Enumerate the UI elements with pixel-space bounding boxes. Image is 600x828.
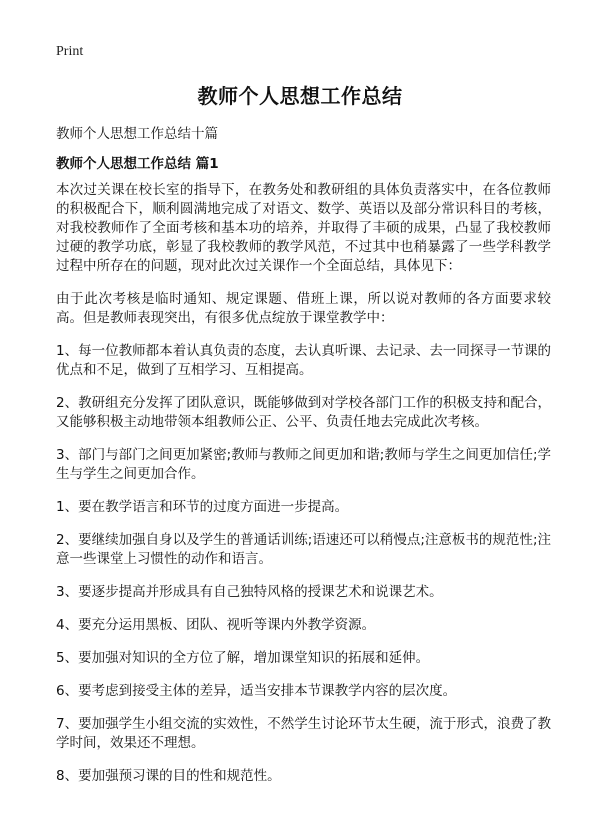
paragraph: 7、要加强学生小组交流的实效性，不然学生讨论环节太生硬，流于形式，浪费了教学时间，效果还不理想。 <box>56 716 551 751</box>
paragraph: 8、要加强预习课的目的性和规范性。 <box>56 768 281 784</box>
print-link[interactable]: Print <box>56 44 84 59</box>
paragraph: 6、要考虑到接受主体的差异，适当安排本节课教学内容的层次度。 <box>56 683 457 699</box>
paragraph: 本次过关课在校长室的指导下，在教务处和教研组的具体负责落实中，在各位教师的积极配合下，顺利圆满地完成了对语文、数学、英语以及部分常识科目的考核，对我校教师作了全面考核和基本功的培养，并取得了丰硕的成果，凸显了我校教师过硬的教学功底，彰显了我校教师的教学风范，不过其中也稍暴露了一些学科教学过程中所存在的问题，现对此次过关课作一个全面总结，具体见下： <box>56 182 551 274</box>
paragraph: 3、要逐步提高并形成具有自己独特风格的授课艺术和说课艺术。 <box>56 584 443 600</box>
paragraph: 2、要继续加强自身以及学生的普通话训练;语速还可以稍慢点;注意板书的规范性;注意一些课堂上习惯性的动作和语言。 <box>56 532 551 567</box>
paragraph: 3、部门与部门之间更加紧密;教师与教师之间更加和谐;教师与学生之间更加信任;学生与学生之间更加合作。 <box>56 447 551 482</box>
paragraph: 2、教研组充分发挥了团队意识，既能够做到对学校各部门工作的积极支持和配合，又能够积极主动地带领本组教师公正、公平、负责任地去完成此次考核。 <box>56 395 551 430</box>
paragraph: 4、要充分运用黑板、团队、视听等课内外教学资源。 <box>56 617 376 633</box>
page-title: 教师个人思想工作总结 <box>197 84 403 108</box>
paragraph: 5、要加强对知识的全方位了解，增加课堂知识的拓展和延伸。 <box>56 650 430 666</box>
section-heading: 教师个人思想工作总结 篇1 <box>56 156 219 172</box>
paragraph: 1、要在教学语言和环节的过度方面进一步提高。 <box>56 499 349 515</box>
paragraph: 1、每一位教师都本着认真负责的态度，去认真听课、去记录、去一同探寻一节课的优点和不足，做到了互相学习、互相提高。 <box>56 343 551 378</box>
document-body <box>56 181 551 800</box>
document-subtitle: 教师个人思想工作总结十篇 <box>56 126 218 142</box>
paragraph: 由于此次考核是临时通知、规定课题、借班上课，所以说对教师的各方面要求较高。但是教师表现突出，有很多优点绽放于课堂教学中： <box>56 291 551 326</box>
